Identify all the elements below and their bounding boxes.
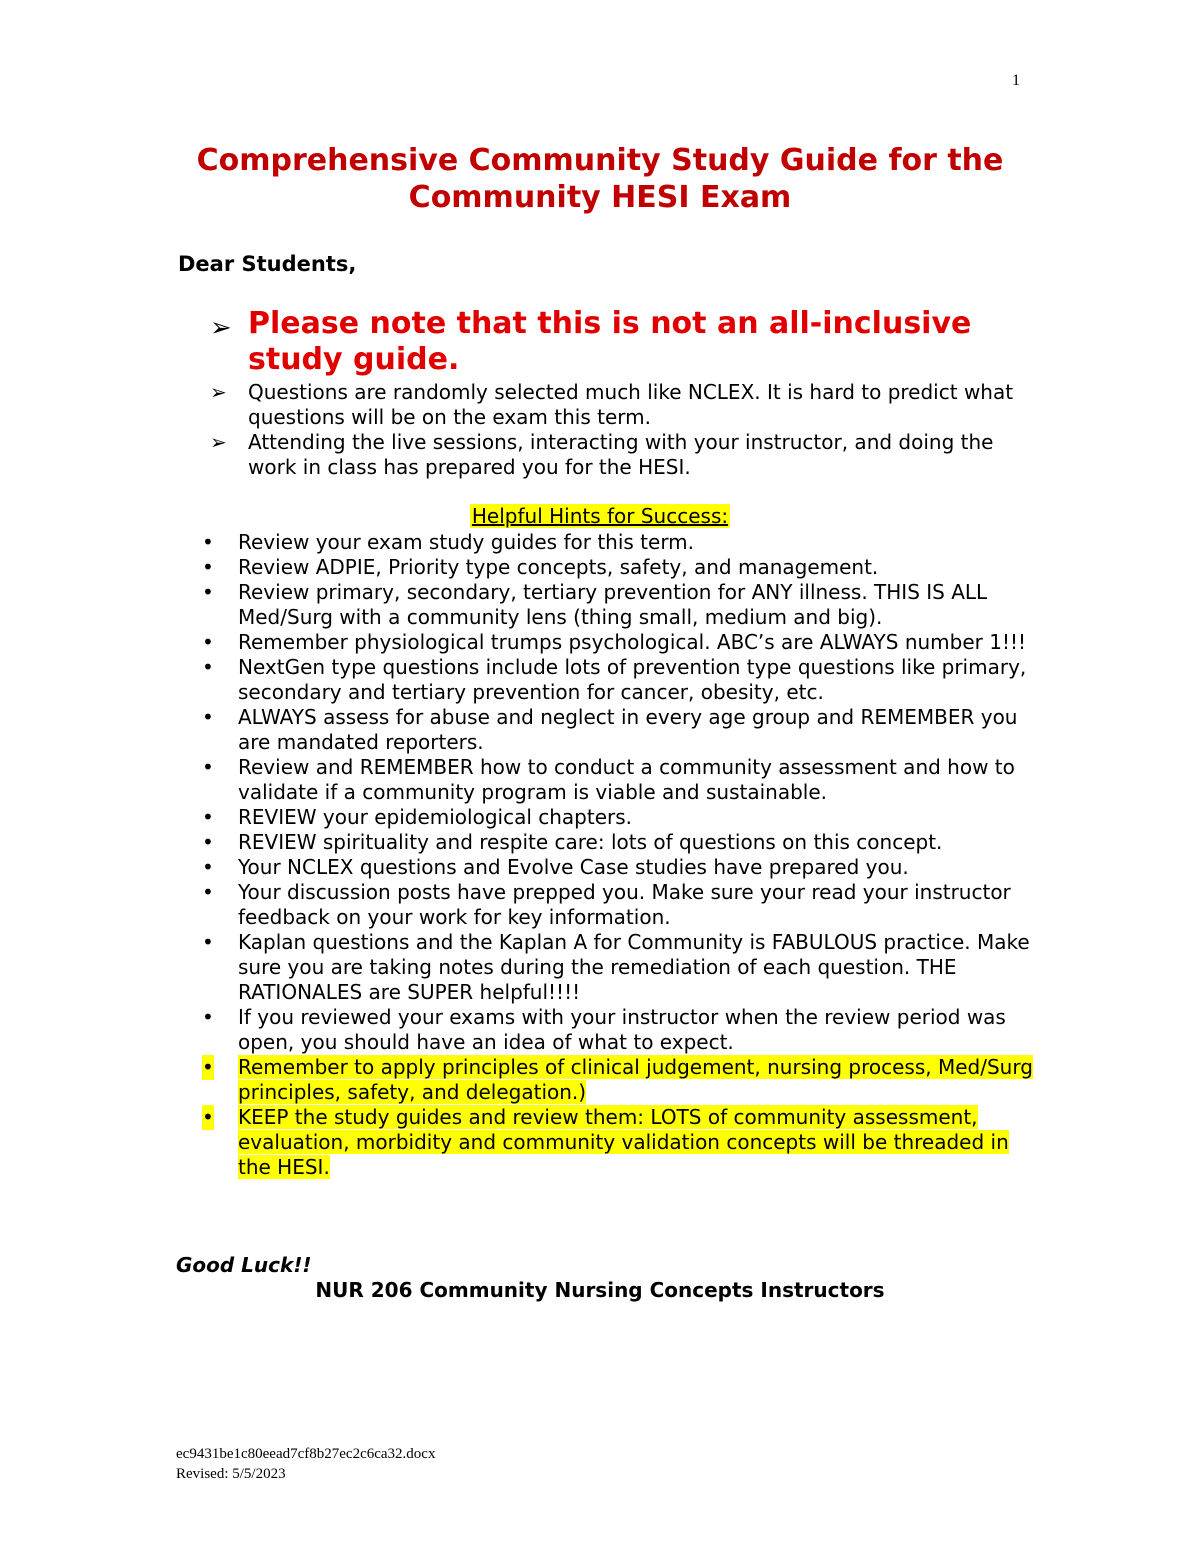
hint-item	[178, 630, 1038, 655]
hint-text: If you reviewed your exams with your instructor when the review period was open, you should have an idea of what to expect.	[238, 1005, 1006, 1054]
hint-text: KEEP the study guides and review them: LOTS of community assessment, evaluation, morbidity and community validation concepts will be threaded in the HESI.	[238, 1105, 1009, 1179]
hint-text: Your discussion posts have prepped you. Make sure your read your instructor feedback on your work for key information.	[238, 880, 1011, 929]
hint-text: Review your exam study guides for this term.	[238, 530, 695, 554]
intro-item-text: Questions are randomly selected much like NCLEX. It is hard to predict what questions will be on the exam this term.	[248, 380, 1014, 429]
arrow-bullet-icon: ➢	[210, 313, 232, 343]
bullet-icon: •	[202, 705, 214, 729]
greeting: Dear Students,	[178, 252, 357, 276]
hint-text: ALWAYS assess for abuse and neglect in every age group and REMEMBER you are mandated reporters.	[238, 705, 1018, 754]
bullet-icon: •	[202, 655, 214, 679]
hint-text: Remember to apply principles of clinical judgement, nursing process, Med/Surg principles, safety, and delegation.)	[238, 1055, 1033, 1104]
hint-text: Review and REMEMBER how to conduct a community assessment and how to validate if a community program is viable and sustainable.	[238, 755, 1015, 804]
hint-item	[178, 830, 1038, 855]
hint-text: Review ADPIE, Priority type concepts, safety, and management.	[238, 555, 879, 579]
hint-text: NextGen type questions include lots of prevention type questions like primary, secondary and tertiary prevention for cancer, obesity, etc.	[238, 655, 1027, 704]
title-line-2: Community HESI Exam	[408, 180, 792, 215]
bullet-icon: •	[202, 1055, 214, 1079]
footer-revised: Revised: 5/5/2023	[176, 1466, 286, 1482]
bullet-icon: •	[202, 1105, 214, 1129]
hint-item	[178, 880, 1038, 930]
hint-text: REVIEW spirituality and respite care: lots of questions on this concept.	[238, 830, 943, 854]
hint-text: Your NCLEX questions and Evolve Case studies have prepared you.	[238, 855, 909, 879]
hint-item	[178, 930, 1038, 1005]
bullet-icon: •	[202, 580, 214, 604]
bullet-icon: •	[202, 530, 214, 554]
hint-item-highlighted	[178, 1105, 1038, 1180]
intro-item-text: Please note that this is not an all-inclusive study guide.	[248, 306, 972, 377]
title-line-1: Comprehensive Community Study Guide for the	[196, 143, 1004, 178]
bullet-icon: •	[202, 555, 214, 579]
intro-item	[178, 430, 1038, 480]
bullet-icon: •	[202, 630, 214, 654]
hints-heading	[0, 504, 1200, 529]
intro-item	[178, 380, 1038, 430]
hint-item	[178, 530, 1038, 555]
signature: NUR 206 Community Nursing Concepts Instructors	[315, 1278, 885, 1302]
bullet-icon: •	[202, 830, 214, 854]
closing-text: Good Luck!!	[176, 1253, 312, 1277]
arrow-bullet-icon: ➢	[210, 430, 227, 454]
hint-text: Remember physiological trumps psychological. ABC’s are ALWAYS number 1!!!	[238, 630, 1027, 654]
hint-item	[178, 1005, 1038, 1055]
page-number: 1	[1012, 72, 1020, 89]
hint-item	[178, 580, 1038, 630]
bullet-icon: •	[202, 930, 214, 954]
arrow-bullet-icon: ➢	[210, 380, 227, 404]
bullet-icon: •	[202, 1005, 214, 1029]
hint-item	[178, 655, 1038, 705]
hints-heading-text: Helpful Hints for Success:	[471, 504, 729, 528]
intro-item-note	[178, 306, 1038, 378]
hint-item	[178, 555, 1038, 580]
hint-item	[178, 705, 1038, 755]
intro-item-text: Attending the live sessions, interacting with your instructor, and doing the work in class has prepared you for the HESI.	[248, 430, 994, 479]
footer	[176, 1444, 435, 1484]
hint-item-highlighted	[178, 1055, 1038, 1105]
document-title	[100, 142, 1100, 216]
hint-text: Kaplan questions and the Kaplan A for Community is FABULOUS practice. Make sure you are taking notes during the remediation of each question. THE RATIONALES are SUPER helpful!!!!	[238, 930, 1030, 1004]
hint-text: REVIEW your epidemiological chapters.	[238, 805, 633, 829]
bullet-icon: •	[202, 805, 214, 829]
bullet-icon: •	[202, 855, 214, 879]
hint-item	[178, 755, 1038, 805]
hint-text: Review primary, secondary, tertiary prevention for ANY illness. THIS IS ALL Med/Surg with a community lens (thing small, medium and big).	[238, 580, 988, 629]
bullet-icon: •	[202, 755, 214, 779]
hint-item	[178, 805, 1038, 830]
bullet-icon: •	[202, 880, 214, 904]
intro-list	[178, 306, 1038, 480]
footer-filename: ec9431be1c80eead7cf8b27ec2c6ca32.docx	[176, 1446, 436, 1462]
hints-list	[178, 530, 1038, 1180]
hint-item	[178, 855, 1038, 880]
